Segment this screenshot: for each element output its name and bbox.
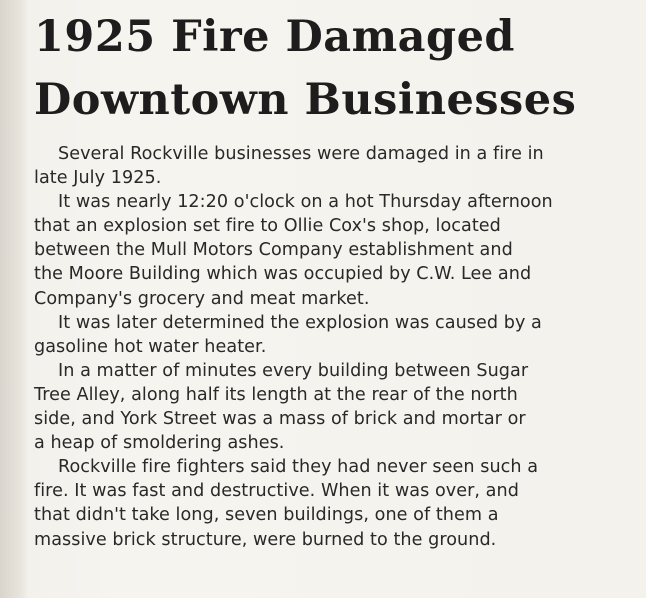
article-line: that an explosion set fire to Ollie Cox's shop, located [34,216,501,237]
article-line: It was nearly 12:20 o'clock on a hot Thursday afternoon [58,192,553,213]
article-line: Rockville fire fighters said they had never seen such a [58,457,539,478]
headline [34,6,624,132]
article-line: It was later determined the explosion was caused by a [58,312,542,333]
article-line: a heap of smoldering ashes. [34,433,285,454]
article-line: In a matter of minutes every building between Sugar [58,360,529,381]
headline-line-2: Downtown Businesses [34,75,577,125]
article-line: massive brick structure, were burned to the ground. [34,529,497,550]
article-line: that didn't take long, seven buildings, one of them a [34,505,499,526]
article-line: Tree Alley, along half its length at the rear of the north [34,384,518,405]
article-line: the Moore Building which was occupied by C.W. Lee and [34,264,532,285]
article-line: gasoline hot water heater. [34,336,267,357]
article-body [34,142,614,552]
article-line: side, and York Street was a mass of brick and mortar or [34,409,526,430]
article-line: Company's grocery and meat market. [34,288,370,309]
article-line: fire. It was fast and destructive. When it was over, and [34,481,519,502]
article-line: Several Rockville businesses were damaged in a fire in [58,144,544,164]
page-binding-edge [0,0,28,598]
headline-line-1: 1925 Fire Damaged [34,12,515,62]
article-line: late July 1925. [34,168,162,189]
article-line: between the Mull Motors Company establishment and [34,240,513,261]
